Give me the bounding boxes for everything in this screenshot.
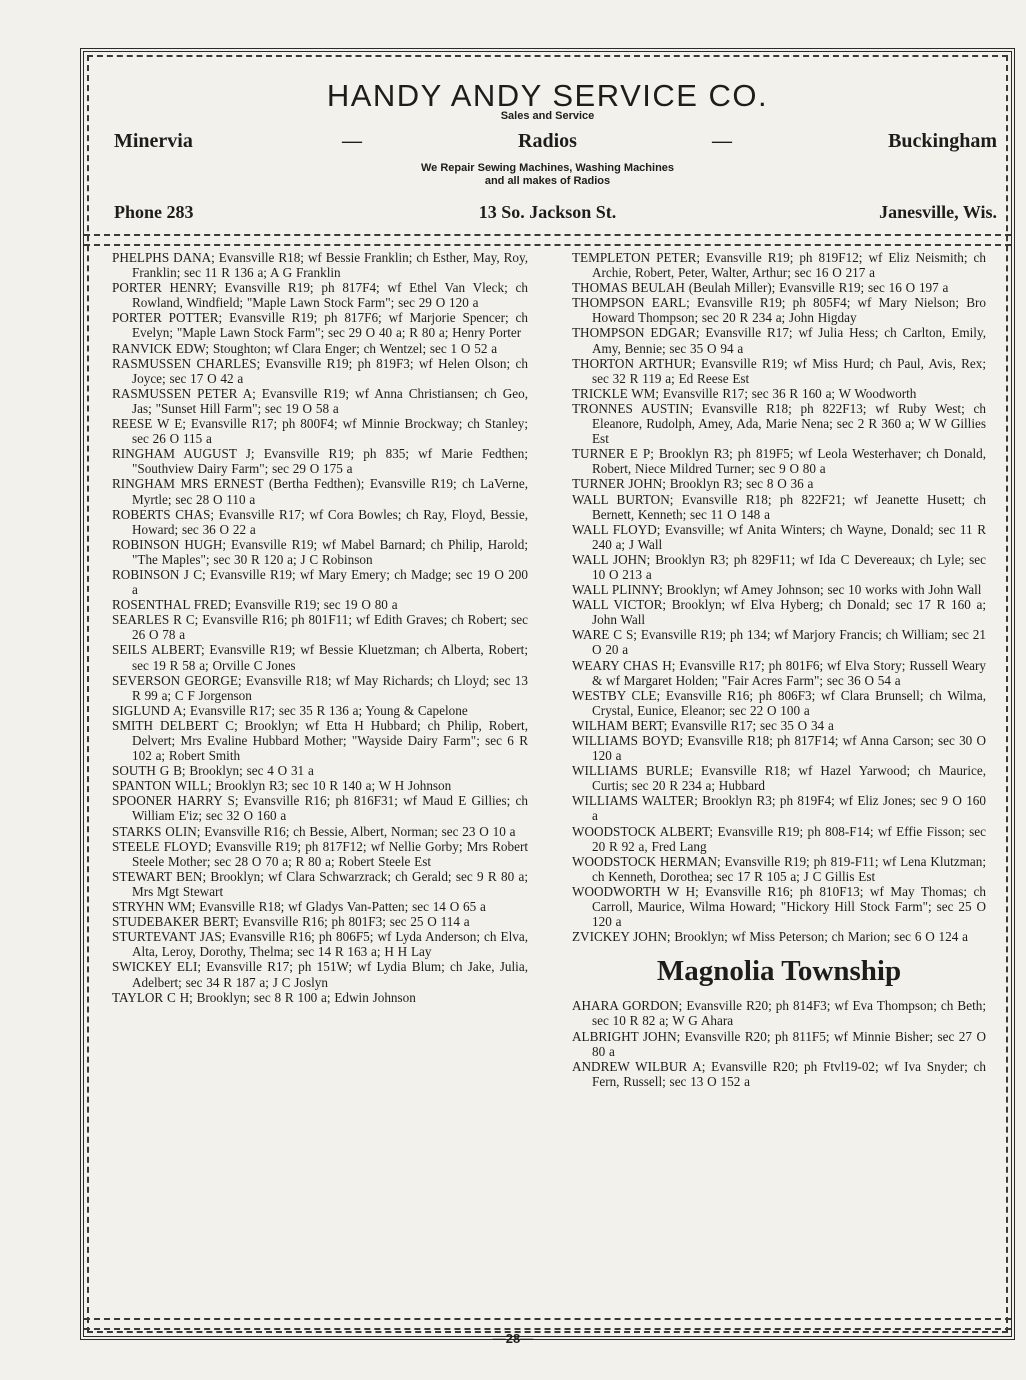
ad-dash-right: — [712, 130, 732, 152]
ad-radios: Radios [518, 130, 577, 152]
directory-entry: RINGHAM MRS ERNEST (Bertha Fedthen); Evansville R19; ch LaVerne, Myrtle; sec 28 O 110 a [112, 476, 528, 507]
directory-entry: SPANTON WILL; Brooklyn R3; sec 10 R 140 a; W H Johnson [112, 778, 452, 794]
directory-entry: THOMPSON EDGAR; Evansville R17; wf Julia Hess; ch Carlton, Emily, Amy, Bennie; sec 35 O 94 a [572, 325, 986, 356]
directory-entry: ALBRIGHT JOHN; Evansville R20; ph 811F5; wf Minnie Bisher; sec 27 O 80 a [572, 1028, 986, 1059]
directory-entry: STUDEBAKER BERT; Evansville R16; ph 801F3; sec 25 O 114 a [112, 914, 470, 930]
directory-entry: TEMPLETON PETER; Evansville R19; ph 819F12; wf Eliz Neismith; ch Archie, Robert, Peter, Walter, Arthur; sec 16 O 217 a [572, 250, 986, 281]
top-divider [84, 234, 1011, 246]
ad-dash-left: — [342, 130, 362, 152]
directory-entry: STARKS OLIN; Evansville R16; ch Bessie, Albert, Norman; sec 23 O 10 a [112, 823, 516, 839]
ad-sales-service: Sales and Service [500, 110, 595, 122]
directory-entry: TAYLOR C H; Brooklyn; sec 8 R 100 a; Edwin Johnson [112, 989, 416, 1005]
magnolia-entries [572, 998, 986, 1089]
directory-entry: AHARA GORDON; Evansville R20; ph 814F3; wf Eva Thompson; ch Beth; sec 10 R 82 a; W G Ahara [572, 998, 986, 1029]
ad-phone: Phone 283 [114, 202, 194, 222]
directory-entry: WOODWORTH W H; Evansville R16; ph 810F13; wf May Thomas; ch Carroll, Maurice, Wilma Howard; "Hickory Hill Stock Farm"; sec 25 O 120 a [572, 883, 986, 930]
directory-entry: WILLIAMS BOYD; Evansville R18; ph 817F14; wf Anna Carson; sec 30 O 120 a [572, 733, 986, 764]
directory-entry: SEVERSON GEORGE; Evansville R18; wf May Richards; ch Lloyd; sec 13 R 99 a; C F Jorgenson [112, 672, 528, 703]
ad-right-town: Buckingham [888, 130, 997, 152]
directory-entry: TRONNES AUSTIN; Evansville R18; ph 822F13; wf Ruby West; ch Eleanore, Rudolph, Amey, Ada, Marie Nena; sec 2 R 360 a; W W Gillies Est [572, 400, 986, 447]
directory-entry: ROBINSON HUGH; Evansville R19; wf Mabel Barnard; ch Philip, Harold; "The Maples"; sec 30 R 120 a; J C Robinson [112, 536, 528, 567]
directory-entry: ROBERTS CHAS; Evansville R17; wf Cora Bowles; ch Ray, Floyd, Bessie, Howard; sec 36 O 22 a [112, 506, 528, 537]
handy-andy-advertisement [84, 52, 1011, 232]
directory-entry: TURNER E P; Brooklyn R3; ph 819F5; wf Leola Westerhaver; ch Donald, Robert, Niece Mildred Turner; sec 9 O 80 a [572, 446, 986, 477]
right-column [572, 250, 986, 1089]
ad-repair-line-2: and all makes of Radios [484, 175, 611, 187]
directory-entry: WEARY CHAS H; Evansville R17; ph 801F6; wf Elva Story; Russell Weary & wf Margaret Holden; "Fair Acres Farm"; sec 36 O 54 a [572, 657, 986, 688]
directory-entry: WILHAM BERT; Evansville R17; sec 35 O 34 a [572, 717, 834, 733]
directory-entry: WOODSTOCK ALBERT; Evansville R19; ph 808-F14; wf Effie Fisson; sec 20 R 92 a, Fred Lang [572, 823, 986, 854]
directory-entry: SIGLUND A; Evansville R17; sec 35 R 136 a; Young & Capelone [112, 702, 468, 718]
directory-entry: SEILS ALBERT; Evansville R19; wf Bessie Kluetzman; ch Alberta, Robert; sec 19 R 58 a; Orville C Jones [112, 642, 528, 673]
directory-entry: STEELE FLOYD; Evansville R19; ph 817F12; wf Nellie Gorby; Mrs Robert Steele Mother; sec 28 O 70 a; R 80 a; Robert Steele Est [112, 838, 528, 869]
directory-entry: WALL PLINNY; Brooklyn; wf Amey Johnson; sec 10 works with John Wall [572, 582, 982, 598]
directory-entry: PHELPHS DANA; Evansville R18; wf Bessie Franklin; ch Esther, May, Roy, Franklin; sec 11 R 136 a; A G Franklin [112, 250, 528, 281]
directory-entry: WALL JOHN; Brooklyn R3; ph 829F11; wf Ida C Devereaux; ch Lyle; sec 10 O 213 a [572, 551, 986, 582]
directory-entry: THOMPSON EARL; Evansville R19; ph 805F4; wf Mary Nielson; Bro Howard Thompson; sec 20 R 234 a; John Higday [572, 295, 986, 326]
right-entries [572, 250, 986, 944]
directory-entry: WILLIAMS BURLE; Evansville R18; wf Hazel Yarwood; ch Maurice, Curtis; sec 20 R 234 a; Hubbard [572, 763, 986, 794]
directory-entry: WALL BURTON; Evansville R18; ph 822F21; wf Jeanette Husett; ch Bernett, Kenneth; sec 11 O 148 a [572, 491, 986, 522]
ad-title: HANDY ANDY SERVICE CO. [326, 78, 769, 113]
directory-entry: RASMUSSEN CHARLES; Evansville R19; ph 819F3; wf Helen Olson; ch Joyce; sec 17 O 42 a [112, 355, 528, 386]
directory-entry: ANDREW WILBUR A; Evansville R20; ph Ftvl19-02; wf Iva Snyder; ch Fern, Russell; sec 13 O 152 a [572, 1058, 986, 1089]
directory-entry: ROSENTHAL FRED; Evansville R19; sec 19 O 80 a [112, 597, 398, 613]
ad-repair-text [84, 162, 1011, 188]
directory-entry: STEWART BEN; Brooklyn; wf Clara Schwarzrack; ch Gerald; sec 9 R 80 a; Mrs Mgt Stewart [112, 868, 528, 899]
bottom-divider [84, 1318, 1011, 1330]
directory-entry: STRYHN WM; Evansville R18; wf Gladys Van-Patten; sec 14 O 65 a [112, 899, 486, 915]
directory-entry: SEARLES R C; Evansville R16; ph 801F11; wf Edith Graves; ch Robert; sec 26 O 78 a [112, 612, 528, 643]
ad-repair-line-1: We Repair Sewing Machines, Washing Machines [420, 162, 675, 174]
ad-left-town: Minervia [114, 130, 193, 152]
directory-entry: RASMUSSEN PETER A; Evansville R19; wf Anna Christiansen; ch Geo, Jas; "Sunset Hill Farm"; sec 19 O 58 a [112, 385, 528, 416]
directory-entry: THOMAS BEULAH (Beulah Miller); Evansville R19; sec 16 O 197 a [572, 280, 949, 296]
directory-entry: SPOONER HARRY S; Evansville R16; ph 816F31; wf Maud E Gillies; ch William E'iz; sec 32 O 160 a [112, 793, 528, 824]
directory-entry: ROBINSON J C; Evansville R19; wf Mary Emery; ch Madge; sec 19 O 200 a [112, 566, 528, 598]
directory-entry: WALL VICTOR; Brooklyn; wf Elva Hyberg; ch Donald; sec 17 R 160 a; John Wall [572, 597, 986, 628]
directory-entry: RINGHAM AUGUST J; Evansville R19; ph 835; wf Marie Fedthen; "Southview Dairy Farm"; sec 29 O 175 a [112, 446, 528, 477]
directory-entry: WILLIAMS WALTER; Brooklyn R3; ph 819F4; wf Eliz Jones; sec 9 O 160 a [572, 793, 986, 824]
directory-entry: WESTBY CLE; Evansville R16; ph 806F3; wf Clara Brunsell; ch Wilma, Crystal, Eunice, Eleanor; sec 22 O 100 a [572, 687, 986, 718]
directory-entry: TRICKLE WM; Evansville R17; sec 36 R 160 a; W Woodworth [572, 385, 917, 401]
directory-entry: TURNER JOHN; Brooklyn R3; sec 8 O 36 a [572, 476, 814, 492]
directory-entry: ZVICKEY JOHN; Brooklyn; wf Miss Peterson; ch Marion; sec 6 O 124 a [572, 929, 968, 945]
directory-entry: SMITH DELBERT C; Brooklyn; wf Etta H Hubbard; ch Philip, Robert, Delvert; Mrs Evaline Hubbard Mother; "Wayside Dairy Farm"; sec 6 R 102 a; Robert Smith [112, 717, 528, 764]
directory-entry: PORTER POTTER; Evansville R19; ph 817F6; wf Marjorie Spencer; ch Evelyn; "Maple Lawn Stock Farm"; sec 29 O 40 a; R 80 a; Henry Porter [112, 310, 528, 341]
directory-entry: WARE C S; Evansville R19; ph 134; wf Marjory Francis; ch William; sec 21 O 20 a [572, 627, 986, 658]
directory-entry: RANVICK EDW; Stoughton; wf Clara Enger; ch Wentzel; sec 1 O 52 a [112, 340, 498, 356]
ad-city: Janesville, Wis. [879, 202, 997, 222]
directory-entry: PORTER HENRY; Evansville R19; ph 817F4; wf Ethel Van Vleck; ch Rowland, Windfield; "Maple Lawn Stock Farm"; sec 29 O 120 a [112, 280, 528, 311]
directory-entry: STURTEVANT JAS; Evansville R16; ph 806F5; wf Lyda Anderson; ch Elva, Alta, Leroy, Dorothy, Thelma; sec 14 R 163 a; H H Lay [112, 929, 528, 960]
directory-entry: WOODSTOCK HERMAN; Evansville R19; ph 819-F11; wf Lena Klutzman; ch Kenneth, Dorothea; sec 17 R 105 a; J C Gillis Est [572, 853, 986, 884]
ad-address: 13 So. Jackson St. [478, 202, 617, 222]
directory-entry: SWICKEY ELI; Evansville R17; ph 151W; wf Lydia Blum; ch Jake, Julia, Adelbert; sec 34 R 187 a; J C Joslyn [112, 959, 528, 990]
directory-entry: REESE W E; Evansville R17; ph 800F4; wf Minnie Brockway; ch Stanley; sec 26 O 115 a [112, 416, 528, 447]
directory-entry: WALL FLOYD; Evansville; wf Anita Winters; ch Wayne, Donald; sec 11 R 240 a; J Wall [572, 521, 986, 552]
directory-entry: THORTON ARTHUR; Evansville R19; wf Miss Hurd; ch Paul, Avis, Rex; sec 32 R 119 a; Ed Reese Est [572, 355, 986, 386]
left-column [112, 250, 528, 1005]
section-title: Magnolia Township [656, 955, 902, 988]
directory-entry: SOUTH G B; Brooklyn; sec 4 O 31 a [112, 763, 314, 779]
page-number: —28— [492, 1331, 534, 1346]
